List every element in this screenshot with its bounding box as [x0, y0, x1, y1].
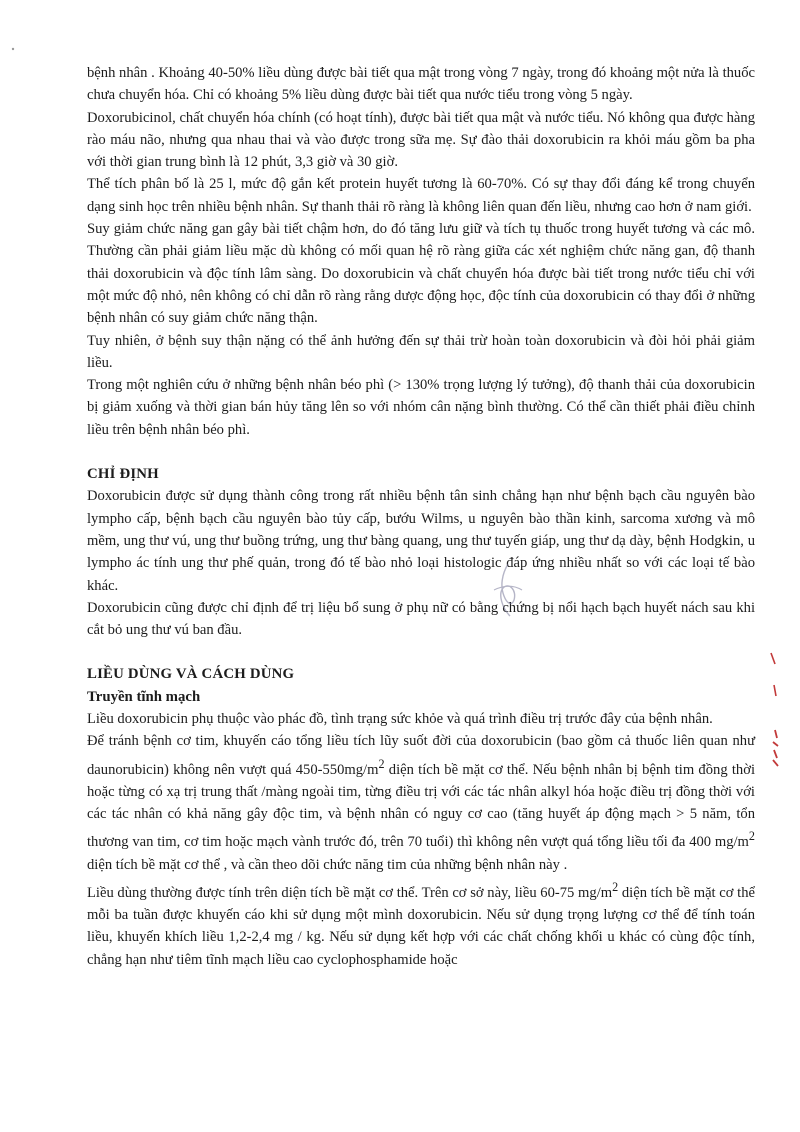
section-spacer	[87, 441, 755, 463]
scan-mark	[768, 652, 778, 666]
paragraph-indication-cancers: Doxorubicin được sử dụng thành công trong rất nhiều bệnh tân sinh chẳng hạn như bệnh bạch cầu nguyên bào lympho cấp, bệnh bạch cầu nguyên bào tủy cấp, bướu Wilms, u nguyên bào thần kinh, sarcoma xương và mô mềm, ung thư vú, ung thư buồng trứng, ung thư bàng quang, ung thư tuyến giáp, ung thư dạ dày, bệnh Hodgkin, u lympho ác tính ung thư phế quản, trong đó tế bào nhỏ loại histologic đáp ứng nhiều nhất so với các loại tế bào khác.	[87, 488, 755, 594]
superscript: 2	[612, 879, 619, 894]
paragraph-doxorubicinol: Doxorubicinol, chất chuyển hóa chính (có hoạt tính), được bài tiết qua mật và nước tiểu. Nó không qua được hàng rào máu não, nhưng qua nhau thai và vào được trong sữa mẹ. Sự đào thải doxorubicin ra khỏi máu gồm ba pha với thời gian trung bình là 12 phút, 3,3 giờ và 30 giờ.	[87, 109, 755, 171]
text-run: diện tích bề mặt cơ thể. Nếu bệnh nhân bị bệnh tim đồng thời hoặc từng có xạ trị trung thất /màng ngoài tim, từng điều trị với các tác nhân alkyl hóa hoặc điều trị đồng thời với các tác nhân có khả năng gây độc tim, và bệnh nhân có nguy cơ cao (tăng huyết áp động mạch > 5 năm, tổn thương van tim, cơ tim hoặc mạch vành trước đó, trên 70 tuổi) thì không nên vượt quá tổng liều tối đa 400 mg/m	[87, 761, 755, 851]
section-spacer	[87, 641, 755, 663]
text-run: Liều dùng thường được tính trên diện tích bề mặt cơ thể. Trên cơ sở này, liều 60-75 mg/m	[87, 884, 613, 901]
paragraph-hepatic-impairment: Suy giảm chức năng gan gây bài tiết chậm hơn, do đó tăng lưu giữ và tích tụ thuốc trong huyết tương và các mô. Thường cần phải giảm liều mặc dù không có mối quan hệ rõ ràng giữa các xét nghiệm chức năng gan, độ thanh thải doxorubicin và độc tính lâm sàng. Do doxorubicin và chất chuyển hóa được bài tiết trong nước tiểu chỉ với một mức độ nhỏ, nên không có chỉ dẫn rõ ràng rằng dược động học, độc tính của doxorubicin có thay đổi ở những bệnh nhân có suy giảm chức năng thận.	[87, 221, 755, 327]
paragraph-dose-calculation	[87, 876, 755, 971]
scan-mark	[770, 684, 780, 698]
subheading-iv-infusion: Truyền tĩnh mạch	[87, 688, 201, 705]
paragraph-renal-impairment: Tuy nhiên, ở bệnh suy thận nặng có thể ảnh hưởng đến sự thải trừ hoàn toàn doxorubicin và đòi hỏi phải giảm liều.	[87, 332, 755, 371]
paragraph-dosage-general: Liều doxorubicin phụ thuộc vào phác đồ, tình trạng sức khỏe và quá trình điều trị trước đây của bệnh nhân.	[87, 711, 713, 728]
paragraph-excretion-bile: bệnh nhân . Khoảng 40-50% liều dùng được bài tiết qua mật trong vòng 7 ngày, trong đó khoảng một nửa là thuốc chưa chuyển hóa. Chỉ có khoảng 5% liều dùng được bài tiết qua nước tiểu trong vòng 5 ngày.	[87, 65, 755, 104]
paragraph-indication-adjuvant: Doxorubicin cũng được chỉ định để trị liệu bổ sung ở phụ nữ có bằng chứng bị nổi hạch bạch huyết nách sau khi cắt bỏ ung thư vú ban đầu.	[87, 599, 755, 639]
paragraph-cumulative-dose	[87, 730, 755, 876]
text-run: Để tránh bệnh cơ tim, khuyến cáo tổng liều tích lũy suốt đời của doxorubicin (bao gồm cả thuốc liên quan như daunorubicin) không nên vượt quá 450-550mg/m	[87, 733, 755, 778]
superscript: 2	[748, 829, 755, 844]
scan-mark	[8, 44, 18, 54]
paragraph-obese-patients: Trong một nghiên cứu ở những bệnh nhân béo phì (> 130% trọng lượng lý tưởng), độ thanh thải của doxorubicin bị giảm xuống và thời gian bán hủy tăng lên so với nhóm cân nặng bình thường. Có thể cần thiết phải điều chỉnh liều trên bệnh nhân béo phì.	[87, 377, 755, 438]
scan-mark	[768, 728, 782, 768]
section-heading-indication: CHỈ ĐỊNH	[87, 466, 159, 483]
signature-mark	[478, 560, 538, 620]
document-body	[87, 62, 755, 971]
text-run: diện tích bề mặt cơ thể , và cần theo dõi chức năng tim của những bệnh nhân này .	[87, 856, 568, 873]
text-run: diện tích bề mặt cơ thể mỗi ba tuần được khuyến cáo khi sử dụng một mình doxorubicin. Nếu sử dụng trọng lượng cơ thể để tính toán liều, khuyến khích liều 1,2-2,4 mg / kg. Nếu sử dụng kết hợp với các chất chống khối u khác có cùng độc tính, chẳng hạn như tiêm tĩnh mạch liều cao cyclophosphamide hoặc	[87, 884, 755, 968]
section-heading-dosage: LIỀU DÙNG VÀ CÁCH DÙNG	[87, 666, 295, 683]
superscript: 2	[378, 756, 385, 771]
paragraph-volume-distribution: Thể tích phân bố là 25 l, mức độ gắn kết protein huyết tương là 60-70%. Có sự thay đổi đáng kể trong chuyển dạng sinh học trên nhiều bệnh nhân. Sự thanh thải rõ ràng là không liên quan đến liều, nhưng cao hơn ở nam giới.	[87, 176, 755, 215]
